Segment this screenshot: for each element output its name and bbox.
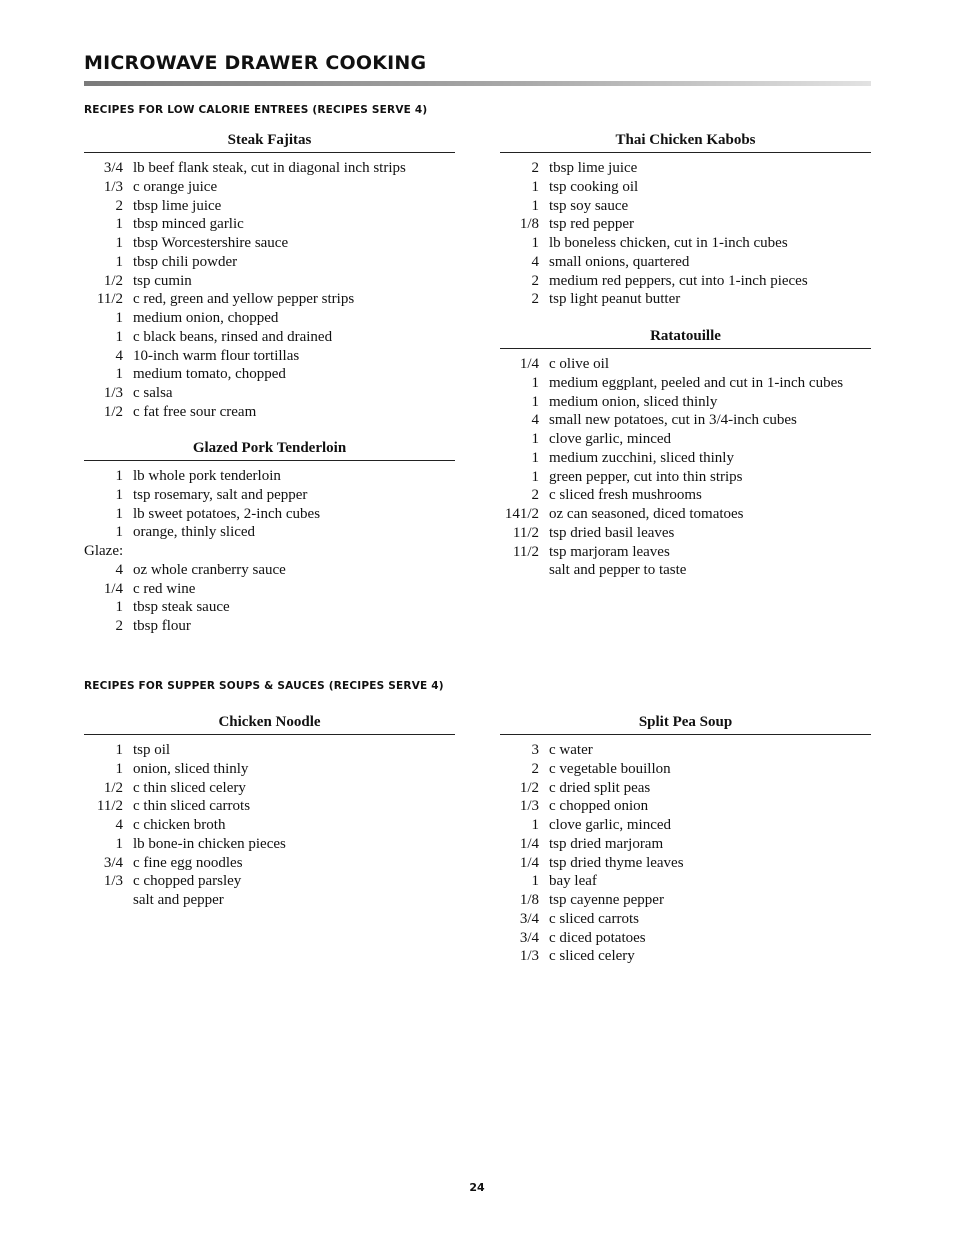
ingredient-description: tsp dried marjoram (549, 835, 664, 852)
section-heading-low-calorie-entrees: RECIPES FOR LOW CALORIE ENTREES (RECIPES SERVE 4) (84, 104, 428, 116)
ingredient-item (500, 947, 871, 966)
ingredient-quantity: 1 (115, 760, 123, 777)
ingredient-quantity: 1/3 (519, 948, 539, 965)
ingredient-description: tbsp chili powder (133, 253, 238, 270)
ingredient-quantity: 4 (115, 347, 123, 364)
recipe-chicken-noodle (84, 712, 455, 910)
ingredient-item (84, 347, 455, 366)
ingredient-item (500, 524, 871, 543)
ingredient-item (84, 234, 455, 253)
ingredient-quantity: 1/4 (519, 854, 539, 871)
ingredient-quantity: 11/2 (512, 524, 539, 541)
ingredient-description: medium tomato, chopped (133, 366, 286, 383)
recipe-steak-fajitas (84, 130, 455, 422)
ingredient-item (84, 816, 455, 835)
ingredient-list (500, 355, 871, 580)
ingredient-item (500, 234, 871, 253)
ingredient-item (500, 797, 871, 816)
ingredient-quantity: 1 (531, 873, 539, 890)
ingredient-description: tbsp lime juice (549, 160, 638, 176)
ingredient-item (84, 797, 455, 816)
ingredient-quantity: 1 (115, 235, 123, 251)
ingredient-item (84, 617, 455, 636)
ingredient-quantity: 4 (531, 253, 539, 270)
ingredient-description: onion, sliced thinly (133, 760, 249, 777)
ingredient-item (500, 779, 871, 798)
ingredient-description: lb whole pork tenderloin (133, 468, 281, 484)
ingredient-quantity: 1 (531, 817, 539, 833)
ingredient-item (84, 486, 455, 505)
ingredient-item (500, 253, 871, 272)
ingredient-description: tsp rosemary, salt and pepper (133, 486, 308, 503)
ingredient-item (500, 835, 871, 854)
ingredient-item (84, 872, 455, 891)
ingredient-description: c red wine (133, 580, 196, 597)
ingredient-quantity: 141/2 (504, 506, 539, 522)
ingredient-item (500, 355, 871, 374)
ingredient-quantity: 1/3 (519, 798, 539, 815)
ingredient-quantity: 1/8 (519, 892, 539, 908)
ingredient-item (500, 468, 871, 487)
ingredient-description: tsp oil (133, 742, 171, 758)
ingredient-quantity: 1 (531, 374, 539, 391)
ingredient-description: c sliced fresh mushrooms (549, 487, 702, 504)
ingredient-quantity: 1/3 (103, 178, 123, 195)
ingredient-item (84, 760, 455, 779)
ingredient-quantity: 11/2 (96, 291, 123, 308)
ingredient-description: medium onion, chopped (133, 310, 279, 326)
ingredient-quantity: 1 (115, 742, 123, 758)
ingredient-quantity: 1/4 (519, 835, 539, 852)
ingredient-item (84, 309, 455, 328)
recipe-rule (84, 460, 455, 461)
ingredient-description: lb beef flank steak, cut in diagonal inch strips (133, 160, 406, 176)
ingredient-description: c sliced carrots (549, 910, 639, 927)
ingredient-quantity: 3/4 (103, 854, 123, 871)
recipe-rule (500, 152, 871, 153)
ingredient-quantity: 1 (115, 366, 123, 383)
ingredient-description: tbsp Worcestershire sauce (133, 235, 289, 251)
ingredient-item (84, 403, 455, 422)
recipe-title: Chicken Noodle (218, 714, 321, 730)
ingredient-description: medium zucchini, sliced thinly (549, 449, 734, 466)
ingredient-description: c thin sliced celery (133, 779, 246, 796)
ingredient-item (500, 159, 871, 178)
ingredient-item (84, 290, 455, 309)
ingredient-quantity: 1/2 (519, 779, 539, 796)
ingredient-quantity: 4 (115, 817, 123, 833)
ingredient-description: c chopped parsley (133, 873, 242, 890)
ingredient-description: tsp cayenne pepper (549, 892, 664, 908)
ingredient-quantity: 11/2 (512, 543, 539, 560)
ingredient-quantity: 1 (115, 216, 123, 233)
ingredient-description: c dried split peas (549, 779, 651, 796)
ingredient-list (84, 467, 455, 636)
ingredient-item (84, 891, 455, 910)
ingredient-description: c vegetable bouillon (549, 760, 671, 777)
ingredient-description: salt and pepper (133, 892, 224, 908)
ingredient-quantity: 3/4 (519, 910, 539, 927)
ingredient-item (500, 178, 871, 197)
ingredient-description: bay leaf (549, 873, 597, 890)
ingredient-item (500, 486, 871, 505)
ingredient-item (500, 197, 871, 216)
ingredient-item (84, 741, 455, 760)
recipe-title: Ratatouille (650, 328, 721, 344)
ingredient-quantity: 1/3 (103, 873, 123, 890)
ingredient-description: green pepper, cut into thin strips (549, 468, 743, 485)
ingredient-quantity: 1 (531, 431, 539, 447)
ingredient-quantity: 1 (115, 310, 123, 326)
ingredient-item (500, 816, 871, 835)
ingredient-quantity: 2 (531, 487, 539, 504)
ingredient-description: orange, thinly sliced (133, 524, 256, 541)
ingredient-description: c water (549, 742, 593, 758)
ingredient-list (500, 741, 871, 966)
ingredient-item (500, 411, 871, 430)
ingredient-quantity: 1/4 (103, 580, 123, 597)
ingredient-description: medium eggplant, peeled and cut in 1-inch cubes (549, 374, 844, 391)
ingredient-item (84, 178, 455, 197)
ingredient-description: lb bone-in chicken pieces (133, 835, 286, 852)
ingredient-item (84, 384, 455, 403)
ingredient-quantity: 1 (531, 393, 539, 410)
ingredient-quantity: 2 (531, 760, 539, 777)
ingredient-item (500, 505, 871, 524)
ingredient-item (84, 328, 455, 347)
ingredient-description: tsp dried basil leaves (549, 524, 675, 541)
ingredient-quantity: Glaze: (84, 543, 124, 559)
ingredient-description: c fine egg noodles (133, 854, 243, 871)
ingredient-item (84, 835, 455, 854)
ingredient-quantity: 1 (531, 449, 539, 466)
ingredient-description: small new potatoes, cut in 3/4-inch cubes (549, 412, 797, 429)
ingredient-quantity: 2 (531, 291, 539, 308)
ingredient-description: tsp red pepper (549, 216, 634, 233)
ingredient-item (500, 929, 871, 948)
ingredient-quantity (84, 891, 133, 910)
ingredient-description: tbsp minced garlic (133, 216, 244, 233)
ingredient-item (84, 598, 455, 617)
recipe-title: Glazed Pork Tenderloin (192, 440, 347, 456)
ingredient-item (84, 523, 455, 542)
ingredient-item (84, 159, 455, 178)
page-number: 24 (469, 1181, 485, 1194)
recipe-rule (84, 734, 455, 735)
ingredient-quantity: 1 (531, 197, 539, 214)
ingredient-item (500, 872, 871, 891)
ingredient-description: c black beans, rinsed and drained (133, 328, 333, 345)
ingredient-quantity: 2 (115, 618, 123, 634)
ingredient-quantity: 1 (115, 524, 123, 541)
ingredient-item (84, 467, 455, 486)
ingredient-item (84, 561, 455, 580)
ingredient-quantity: 3/4 (103, 160, 123, 176)
ingredient-description: tsp soy sauce (549, 197, 629, 214)
ingredient-description: c red, green and yellow pepper strips (133, 291, 355, 308)
ingredient-description: salt and pepper to taste (549, 562, 687, 579)
ingredient-description: c fat free sour cream (133, 403, 257, 420)
ingredient-item (84, 253, 455, 272)
ingredient-quantity: 3 (531, 742, 539, 758)
ingredient-quantity: 1/4 (519, 356, 539, 372)
ingredient-quantity: 11/2 (96, 798, 123, 815)
ingredient-item (84, 580, 455, 599)
ingredient-description: c salsa (133, 385, 173, 401)
ingredient-item (500, 561, 871, 580)
ingredient-description: tsp cooking oil (549, 178, 639, 195)
ingredient-quantity: 1 (115, 253, 123, 270)
ingredient-quantity: 1/2 (103, 403, 123, 420)
ingredient-list (84, 741, 455, 910)
ingredient-description: clove garlic, minced (549, 431, 672, 447)
recipe-thai-chicken-kabobs (500, 130, 871, 309)
ingredient-description: tsp cumin (133, 272, 192, 289)
ingredient-description: tbsp lime juice (133, 197, 222, 214)
ingredient-quantity: 1 (115, 505, 123, 522)
ingredient-quantity: 1/3 (103, 385, 123, 401)
ingredient-quantity: 1/8 (519, 216, 539, 233)
ingredient-item (500, 760, 871, 779)
ingredient-quantity: 1 (115, 468, 123, 484)
section-heading-supper-soups-sauces: RECIPES FOR SUPPER SOUPS & SAUCES (RECIPES SERVE 4) (84, 680, 444, 692)
ingredient-item (500, 449, 871, 468)
ingredient-item (500, 374, 871, 393)
ingredient-description: c thin sliced carrots (133, 798, 251, 815)
ingredient-item (84, 854, 455, 873)
ingredient-description: c chopped onion (549, 798, 649, 815)
ingredient-quantity: 1/2 (103, 779, 123, 796)
ingredient-item (84, 272, 455, 291)
recipe-rule (500, 348, 871, 349)
ingredient-quantity: 1 (115, 599, 123, 616)
ingredient-description: tsp light peanut butter (549, 291, 681, 308)
page-title: MICROWAVE DRAWER COOKING (84, 52, 427, 74)
ingredient-description: tsp dried thyme leaves (549, 854, 684, 871)
ingredient-description: clove garlic, minced (549, 817, 672, 833)
ingredient-item (84, 365, 455, 384)
ingredient-description: small onions, quartered (549, 253, 690, 270)
ingredient-item (500, 430, 871, 449)
ingredient-quantity: 1/2 (103, 272, 123, 289)
recipe-ratatouille (500, 326, 871, 580)
ingredient-description: tbsp flour (133, 618, 191, 634)
recipe-glazed-pork-tenderloin (84, 438, 455, 636)
ingredient-item (84, 505, 455, 524)
ingredient-description: lb boneless chicken, cut in 1-inch cubes (549, 235, 788, 251)
glaze-subheading (84, 542, 455, 561)
ingredient-quantity: 1 (531, 468, 539, 485)
ingredient-item (500, 854, 871, 873)
ingredient-item (500, 741, 871, 760)
ingredient-quantity: 1 (531, 178, 539, 195)
ingredient-quantity: 2 (531, 160, 539, 176)
ingredient-quantity: 3/4 (519, 929, 539, 946)
ingredient-description: c sliced celery (549, 948, 635, 965)
ingredient-description: medium onion, sliced thinly (549, 393, 718, 410)
ingredient-item (84, 215, 455, 234)
ingredient-description: lb sweet potatoes, 2-inch cubes (133, 505, 321, 522)
ingredient-description: oz whole cranberry sauce (133, 561, 286, 578)
ingredient-description: c chicken broth (133, 817, 226, 833)
ingredient-quantity: 4 (531, 412, 539, 429)
ingredient-description: tsp marjoram leaves (549, 543, 670, 560)
ingredient-item (500, 891, 871, 910)
ingredient-item (500, 910, 871, 929)
ingredient-item (84, 197, 455, 216)
recipe-rule (500, 734, 871, 735)
recipe-split-pea-soup (500, 712, 871, 966)
ingredient-quantity: 2 (115, 197, 123, 214)
ingredient-item (500, 215, 871, 234)
ingredient-description: c orange juice (133, 178, 218, 195)
ingredient-description: medium red peppers, cut into 1-inch pieces (549, 272, 808, 289)
ingredient-quantity: 4 (115, 561, 123, 578)
ingredient-quantity: 2 (531, 272, 539, 289)
recipe-rule (84, 152, 455, 153)
ingredient-quantity: 1 (115, 486, 123, 503)
ingredient-quantity: 1 (115, 328, 123, 345)
ingredient-description: c olive oil (549, 356, 609, 372)
ingredient-item (500, 543, 871, 562)
ingredient-description: tbsp steak sauce (133, 599, 230, 616)
ingredient-quantity: 1 (115, 835, 123, 852)
recipe-title: Thai Chicken Kabobs (615, 132, 756, 148)
ingredient-description: c diced potatoes (549, 929, 646, 946)
ingredient-item (500, 393, 871, 412)
recipe-title: Steak Fajitas (227, 132, 312, 148)
ingredient-description: oz can seasoned, diced tomatoes (549, 506, 744, 522)
ingredient-list (84, 159, 455, 422)
ingredient-item (84, 779, 455, 798)
ingredient-item (500, 290, 871, 309)
ingredient-description: 10-inch warm flour tortillas (133, 347, 300, 364)
ingredient-quantity: 1 (531, 235, 539, 251)
ingredient-quantity (500, 561, 549, 580)
recipe-title: Split Pea Soup (638, 714, 733, 730)
ingredient-list (500, 159, 871, 309)
ingredient-item (500, 272, 871, 291)
title-rule (84, 81, 871, 86)
